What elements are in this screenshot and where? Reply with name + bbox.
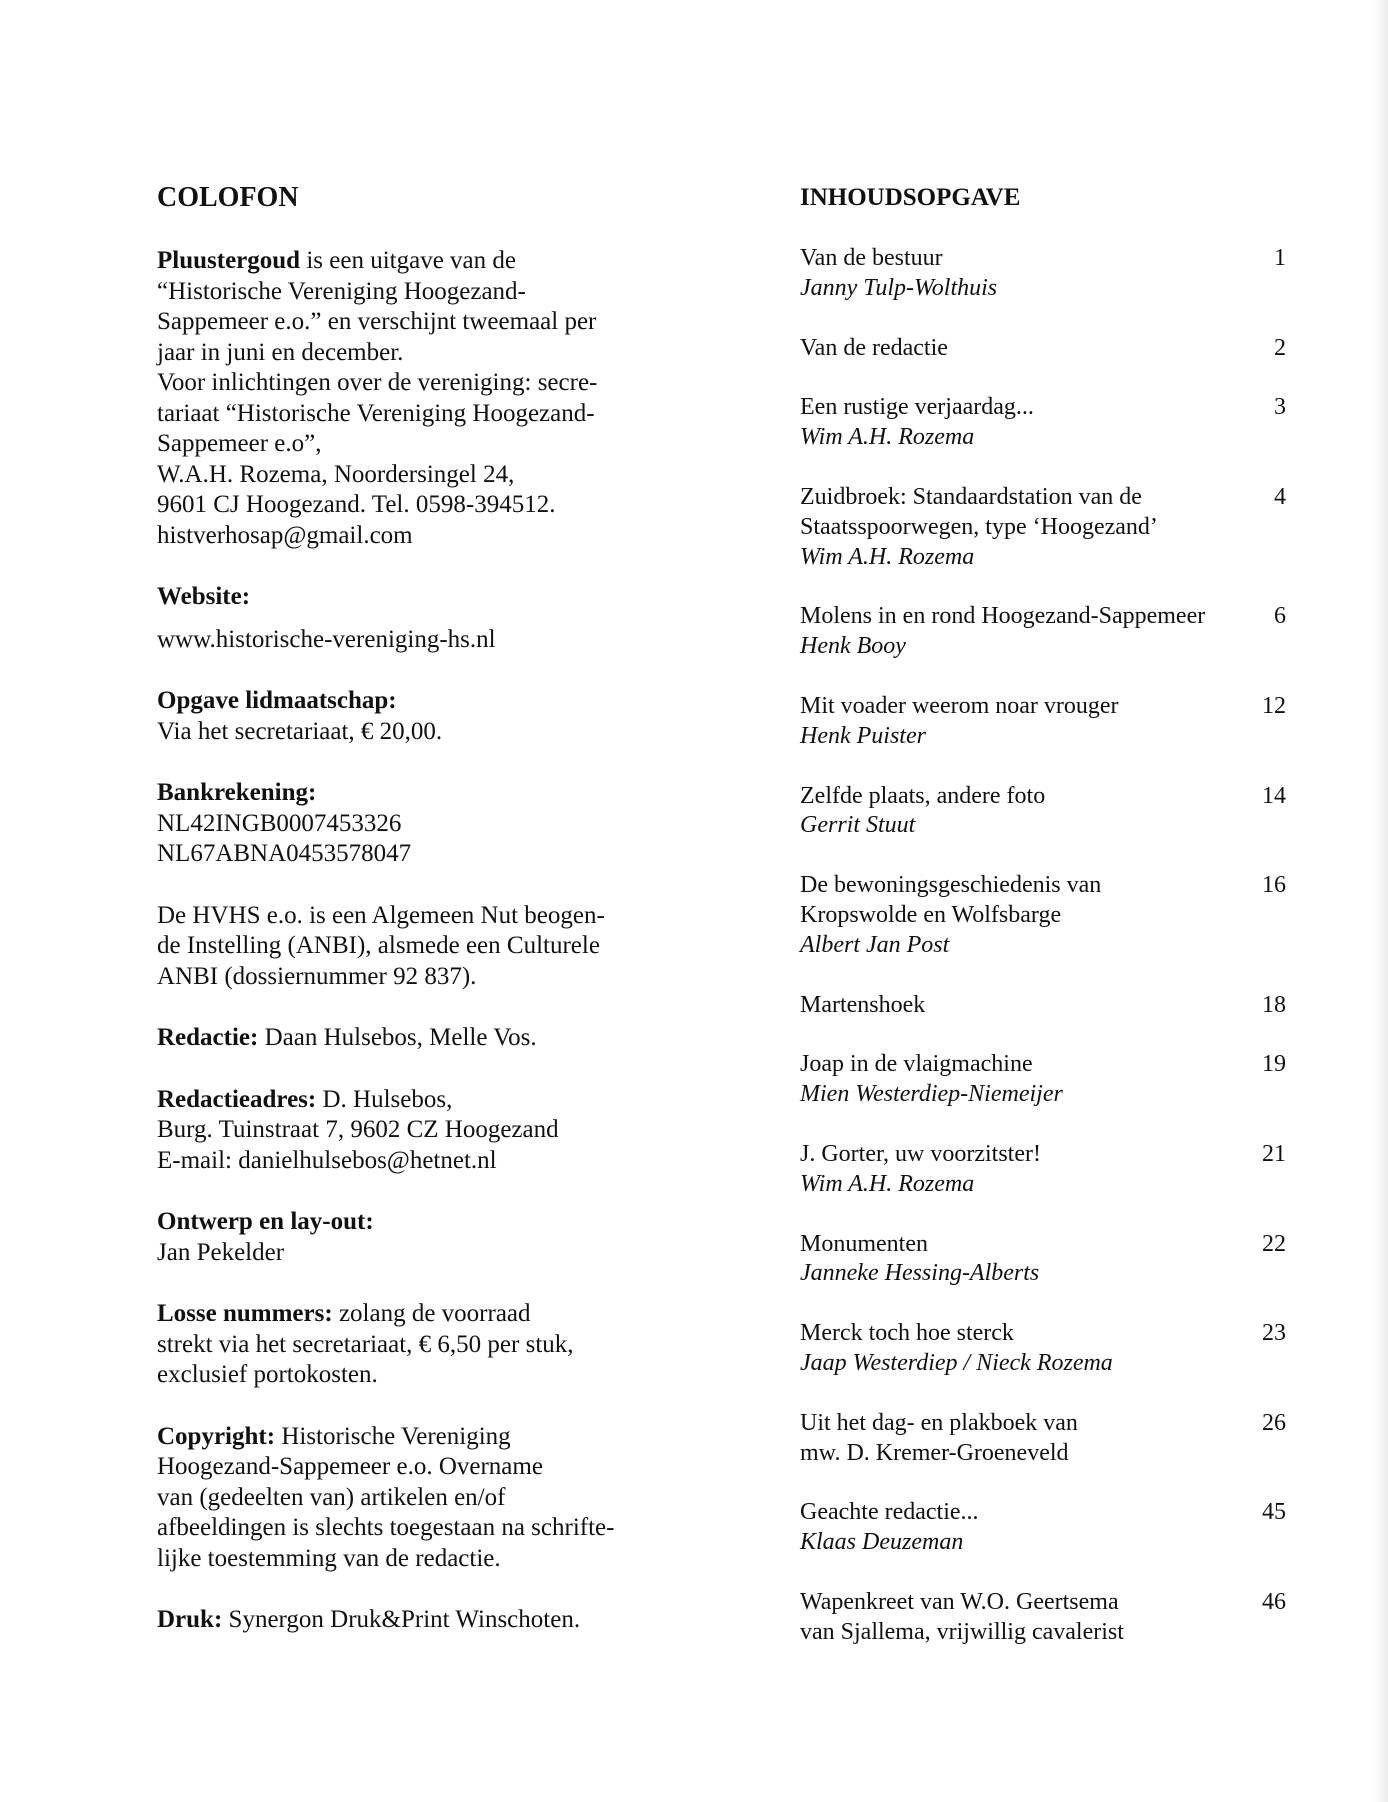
- toc-entry[interactable]: [800, 1050, 1286, 1110]
- toc-entry-title: mw. D. Kremer-Groeneveld: [800, 1439, 1069, 1466]
- toc-entry-author: Klaas Deuzeman: [800, 1529, 964, 1556]
- toc-entry-author: Albert Jan Post: [800, 931, 950, 958]
- toc-entry-page-number: 21: [1262, 1140, 1286, 1167]
- redactie-label: Redactie:: [157, 1024, 259, 1051]
- toc-entry-page-number: 3: [1274, 394, 1286, 421]
- toc-entry-author: Henk Booy: [800, 633, 906, 660]
- membership-block: Opgave lidmaatschap: Via het secretariaat, € 20,00.: [157, 687, 443, 745]
- anbi-block: De HVHS e.o. is een Algemeen Nut beogen- de Instelling (ANBI), alsmede een Culturele ANBI (dossiernummer 92 837).: [157, 901, 605, 990]
- toc-entry-author: Wim A.H. Rozema: [800, 1170, 975, 1197]
- toc-entry-text: [800, 602, 1205, 662]
- toc-entry-page-number: 16: [1262, 872, 1286, 899]
- toc-entry[interactable]: [800, 244, 1286, 304]
- redactie-email[interactable]: E-mail: danielhulsebos@hetnet.nl: [157, 1146, 497, 1174]
- ontwerp-label: Ontwerp en lay-out:: [157, 1208, 374, 1235]
- toc-entry-text: [800, 1140, 1041, 1200]
- toc-entry-title: Van de redactie: [800, 334, 948, 361]
- toc-entry-text: [800, 244, 997, 304]
- toc-entry-text: [800, 1230, 1039, 1290]
- toc-entry[interactable]: [800, 1498, 1286, 1558]
- brand-name: Pluustergoud: [157, 247, 301, 274]
- toc-entry-text: [800, 871, 1101, 960]
- toc-entry[interactable]: [800, 393, 1286, 453]
- druk-label: Druk:: [157, 1606, 223, 1633]
- toc-entry-author: Henk Puister: [800, 722, 926, 749]
- toc-entry[interactable]: [800, 991, 1286, 1021]
- toc-entry-author: Janneke Hessing-Alberts: [800, 1260, 1040, 1287]
- toc-entry-title: Kropswolde en Wolfsbarge: [800, 901, 1062, 928]
- colofon-intro: Pluustergoud is een uitgave van de “Historische Vereniging Hoogezand- Sappemeer e.o.” en verschijnt tweemaal per jaar in juni en december. Voor inlichtingen over de vereniging: secre- tariaat “Historische Vereniging Hoogezand- Sappemeer e.o”, W.A.H. Rozema, Noordersingel 24, 9601 CJ Hoogezand. Tel. 0598-394512. histverhosap@gmail.com: [157, 246, 677, 551]
- ontwerp-block: Ontwerp en lay-out: Jan Pekelder: [157, 1208, 374, 1266]
- toc-entry-page-number: 19: [1262, 1051, 1286, 1078]
- toc-entry-page-number: 1: [1274, 245, 1286, 271]
- toc-entry[interactable]: [800, 871, 1286, 960]
- toc-entry-author: Wim A.H. Rozema: [800, 424, 975, 451]
- bank-account: NL42INGB0007453326: [157, 809, 402, 837]
- toc-entry-text: [800, 1498, 979, 1558]
- toc-entry-text: [800, 782, 1045, 842]
- redactie-block: Redactie: Daan Hulsebos, Melle Vos.: [157, 1024, 537, 1051]
- toc-entry-text: [800, 1050, 1063, 1110]
- toc-entry-title: Monumenten: [800, 1230, 928, 1257]
- toc-entry[interactable]: [800, 1230, 1286, 1290]
- toc-entry-title: Joap in de vlaigmachine: [800, 1051, 1033, 1078]
- toc-entry-title: Van de bestuur: [800, 245, 943, 271]
- website-link[interactable]: www.historische-vereniging-hs.nl: [157, 625, 496, 653]
- toc-entry-page-number: 2: [1274, 334, 1286, 361]
- toc-entry-author: Jaap Westerdiep / Nieck Rozema: [800, 1349, 1113, 1376]
- toc-entry-title: Geachte redactie...: [800, 1499, 979, 1526]
- toc-entry-page-number: 4: [1274, 483, 1286, 510]
- website-block: [157, 582, 677, 655]
- toc-entry-author: Mien Westerdiep-Niemeijer: [800, 1081, 1063, 1108]
- toc-entry[interactable]: [800, 1588, 1286, 1648]
- toc-entry-page-number: 22: [1262, 1230, 1286, 1257]
- toc-entry-text: [800, 692, 1119, 752]
- toc-entry-title: Zelfde plaats, andere foto: [800, 782, 1046, 809]
- toc-entry-text: [800, 1588, 1124, 1648]
- toc-entry-page-number: 46: [1262, 1588, 1286, 1615]
- toc-entry[interactable]: [800, 483, 1286, 572]
- toc-list: [800, 244, 1286, 1648]
- toc-entry-text: [800, 1409, 1078, 1469]
- toc-entry-title: Merck toch hoe sterck: [800, 1320, 1014, 1347]
- toc-entry[interactable]: [800, 602, 1286, 662]
- toc-entry-text: [800, 1319, 1113, 1379]
- toc-entry-text: [800, 334, 948, 364]
- toc-entry-title: Molens in en rond Hoogezand-Sappemeer: [800, 603, 1206, 630]
- toc-entry-title: Zuidbroek: Standaardstation van de: [800, 483, 1142, 510]
- toc-heading: INHOUDSOPGAVE: [800, 184, 1021, 211]
- page-edge-shadow: [1374, 0, 1388, 1802]
- toc-entry-page-number: 14: [1262, 782, 1286, 809]
- toc-entry-author: Wim A.H. Rozema: [800, 543, 975, 570]
- toc-entry-author: Gerrit Stuut: [800, 812, 916, 839]
- bank-account: NL67ABNA0453578047: [157, 840, 412, 867]
- toc-entry-title: van Sjallema, vrijwillig cavalerist: [800, 1618, 1124, 1645]
- toc-column: [800, 178, 1286, 1678]
- toc-entry-title: De bewoningsgeschiedenis van: [800, 872, 1102, 899]
- toc-entry-title: Een rustige verjaardag...: [800, 394, 1034, 421]
- copyright-label: Copyright:: [157, 1422, 276, 1450]
- toc-entry-page-number: 23: [1262, 1320, 1286, 1347]
- redactieadres-block: Redactieadres: D. Hulsebos, Burg. Tuinstraat 7, 9602 CZ Hoogezand E-mail: danielhulsebos@hetnet.nl: [157, 1085, 677, 1177]
- bank-block: [157, 778, 677, 870]
- toc-entry-page-number: 26: [1262, 1409, 1286, 1436]
- bank-label: Bankrekening:: [157, 779, 317, 806]
- toc-entry-text: [800, 483, 1158, 572]
- toc-entry-text: [800, 991, 925, 1021]
- toc-entry-page-number: 45: [1262, 1499, 1286, 1526]
- toc-entry[interactable]: [800, 1319, 1286, 1379]
- losse-nummers-block: Losse nummers: zolang de voorraad strekt via het secretariaat, € 6,50 per stuk, exclusief portokosten.: [157, 1300, 574, 1388]
- colofon-heading: COLOFON: [157, 182, 299, 213]
- toc-entry-title: J. Gorter, uw voorzitster!: [800, 1140, 1041, 1167]
- copyright-block: Copyright: Historische Vereniging Hoogezand-Sappemeer e.o. Overname van (gedeelten van) artikelen en/of afbeeldingen is slechts toegestaan na schrifte- lijke toestemming van de redactie.: [157, 1422, 615, 1572]
- toc-entry-page-number: 12: [1262, 692, 1286, 719]
- toc-entry-title: Staatsspoorwegen, type ‘Hoogezand’: [800, 513, 1158, 540]
- redactieadres-label: Redactieadres:: [157, 1085, 317, 1113]
- losse-nummers-label: Losse nummers:: [157, 1300, 333, 1327]
- toc-entry-title: Martenshoek: [800, 991, 926, 1018]
- toc-entry[interactable]: [800, 1409, 1286, 1469]
- toc-entry-text: [800, 393, 1034, 453]
- colofon-column: [157, 178, 677, 1667]
- toc-entry-page-number: 6: [1274, 603, 1286, 630]
- toc-entry[interactable]: [800, 782, 1286, 842]
- toc-entry[interactable]: [800, 334, 1286, 364]
- membership-label: Opgave lidmaatschap:: [157, 687, 397, 714]
- toc-entry-page-number: 18: [1262, 991, 1286, 1018]
- toc-entry-title: Mit voader weerom noar vrouger: [800, 692, 1119, 719]
- toc-entry-author: Janny Tulp-Wolthuis: [800, 274, 998, 301]
- contact-email[interactable]: histverhosap@gmail.com: [157, 521, 413, 549]
- website-label: Website:: [157, 583, 251, 610]
- toc-entry[interactable]: [800, 1140, 1286, 1200]
- druk-block: Druk: Synergon Druk&Print Winschoten.: [157, 1606, 581, 1633]
- toc-entry-title: Wapenkreet van W.O. Geertsema: [800, 1588, 1119, 1615]
- toc-entry-title: Uit het dag- en plakboek van: [800, 1409, 1078, 1436]
- toc-entry[interactable]: [800, 692, 1286, 752]
